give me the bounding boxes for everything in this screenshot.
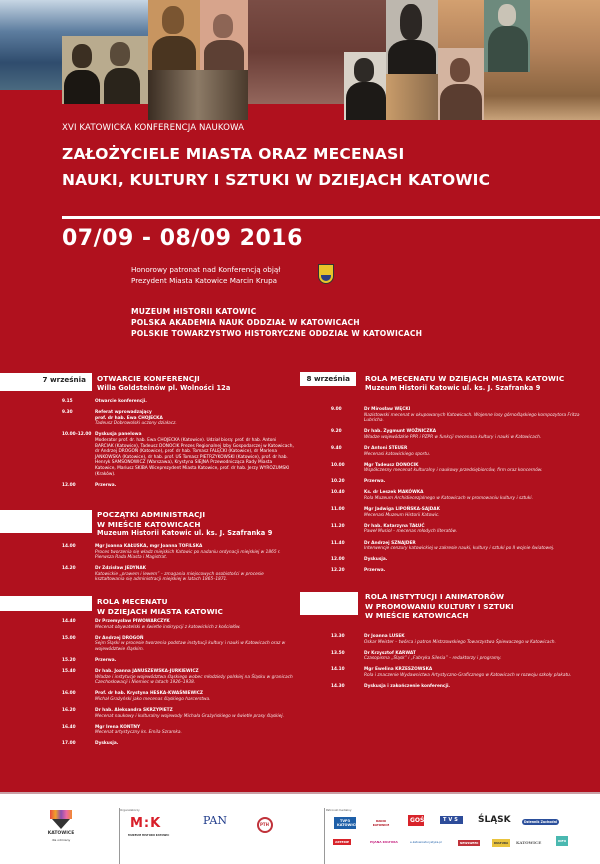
- item-speaker: Dr hab. Joanna JANUSZEWSKA-JURKIEWICZ: [95, 669, 199, 675]
- item-topic: Sejm Śląski w procesie tworzenia podstaw instytucji kultury i nauki w Katowicach oraz w województwie śląskim.: [95, 641, 286, 652]
- day1-section3-tab: [0, 596, 92, 611]
- item-title: Przerwa.: [95, 482, 117, 488]
- photo-old-man: [200, 0, 248, 70]
- item-title: Referat wprowadzający: [95, 410, 152, 416]
- item-time: 16.40: [62, 724, 76, 730]
- day1-section2-program: [62, 544, 294, 589]
- program-item: [62, 708, 294, 719]
- section-title: W MIEŚCIE KATOWICACH: [365, 611, 469, 620]
- day1-section2-header: [97, 510, 272, 539]
- katowice-tagline: dla odmiany: [51, 838, 71, 842]
- mhk-caption: MUZEUM HISTORII KATOWIC: [128, 834, 170, 837]
- item-title: Dyskusja.: [95, 741, 119, 747]
- program-item: [62, 619, 294, 630]
- item-speaker: Mgr Tadeusz DONOCIK: [364, 462, 419, 468]
- item-topic: Władze i instytucje województwa śląskiego wobec młodzieży polskiej na Śląsku w granicach Czechosłowacji i Niemiec w latach 1926–1938.: [95, 674, 293, 686]
- photo-young-man: [344, 52, 386, 120]
- section-title: POCZĄTKI ADMINISTRACJI: [97, 510, 206, 519]
- item-time: 14.40: [62, 619, 76, 624]
- item-title: Przerwa.: [364, 568, 386, 574]
- program-item: [62, 544, 294, 561]
- item-time: 15.40: [62, 669, 76, 675]
- program-item: [62, 741, 294, 747]
- item-time: 13.50: [331, 650, 345, 656]
- day1-section1-program: [62, 399, 294, 494]
- day1-section2-tab: [0, 510, 92, 533]
- item-topic: Mecenat artystyczny ks. Emila Szramka.: [95, 730, 182, 736]
- item-time: 12.20: [331, 568, 345, 574]
- item-speaker: Dr Przemysław PIWOWARCZYK: [95, 619, 170, 624]
- item-topic: Katowickie „prawem i lewem” – zmagania miejscowych osobistości w procesie kształtowania się administracji miejskiej w latach 1865–1871.: [95, 571, 264, 583]
- item-time: 10.20: [331, 479, 345, 485]
- pijana-kultura-logo: PIJANA KULTURA: [370, 840, 398, 844]
- program-item: [62, 636, 294, 653]
- item-topic: Paweł Musiol – mecenas młodych literatów.: [364, 529, 458, 535]
- item-title: Przerwa.: [95, 657, 117, 663]
- item-speaker: Ks. dr Leszek MAKÓWKA: [364, 490, 424, 496]
- item-speaker: Dr hab. Zygmunt WOŹNICZKA: [364, 429, 437, 435]
- item-time: 17.00: [62, 741, 76, 747]
- conference-dates: 07/09 - 08/09 2016: [62, 226, 303, 251]
- photo-tower-block: [386, 74, 438, 120]
- katowice-crest-icon: [318, 264, 334, 284]
- day2-section1-header: [365, 374, 564, 393]
- patronage-line-1: Honorowy patronat nad Konferencją objął: [131, 265, 281, 274]
- organizers-list: [131, 306, 422, 340]
- item-title: Dyskusja i zakończenie konferencji.: [364, 684, 451, 690]
- day2-section2-program: [331, 634, 599, 695]
- day2-section2-tab: [300, 592, 358, 615]
- pth-logo-text: PTH: [260, 822, 270, 827]
- item-time: 11.20: [331, 523, 345, 529]
- item-time: 10.00: [331, 462, 345, 468]
- mhk-logo: M:K: [130, 816, 162, 831]
- pan-logo: PAN: [203, 814, 227, 827]
- item-topic: Rola i znaczenie Wydawnictwa Artystyczno-Graficznego w Katowicach w rozwoju szkoły plakatu.: [364, 672, 572, 678]
- item-speaker: Mgr Irena KONTNY: [95, 724, 141, 730]
- item-panel-members: Moderator prof. dr. hab. Ewa CHOJECKA (Katowice). Udział biorą: prof. dr hab. Antoni BARCIAK (Katowice), Tadeusz DONOCIK Prezes Regionalnej Izby Gospodarczej w Katowicach, dr Andrzej DROGOŃ (Katowice), prof. dr hab. Tomasz FALĘCKI (Katowice), dr Marlena JANKOWSKA (Katowice), dr hab. prof. UŚ Tomasz PIETRZYKOWSKI (Katowice), prof. dr hab. Henryk SAMSONOWICZ (Warszawa), Krystyna SIEJNA Przewodnicząca Rady Miasta Katowice, Mariusz SKIBA Wiceprezydent Miasta Katowice, prof. dr hab. Jerzy WYROZUMSKI (Kraków).: [95, 437, 294, 477]
- item-topic: Czasopisma „Śląsk” i „Fabryka Silesia” – redaktorzy i programy.: [364, 656, 502, 662]
- program-item: [62, 691, 294, 702]
- patronage-line-2: Prezydent Miasta Katowice Marcin Krupa: [131, 276, 278, 285]
- tvp3-logo: TVP3 KATOWICE: [334, 817, 356, 829]
- day2-section1-program: [331, 407, 599, 579]
- item-speaker: Dr hab. Aleksandra SKRZYPIETZ: [95, 708, 173, 714]
- media-label: Patronat medialny: [326, 808, 352, 812]
- section-title: ROLA INSTYTUCJI I ANIMATORÓW: [365, 592, 505, 601]
- conference-subtitle: XVI KATOWICKA KONFERENCJA NAUKOWA: [62, 123, 245, 133]
- organizers-label: Organizatorzy: [120, 808, 140, 812]
- item-topic: Mecenasi katowickiego sportu.: [364, 451, 431, 457]
- header-photo-collage: [0, 0, 600, 120]
- item-topic: Współczesny mecenat kulturalny i naukowy przedsiębiorców, firm oraz koncernów.: [364, 468, 543, 474]
- title-line-1: ZAŁOŻYCIELE MIASTA ORAZ MECENASI: [62, 145, 405, 163]
- item-time: 11.40: [331, 540, 345, 546]
- footer-divider: [324, 808, 325, 864]
- item-speaker: Dr Andrzej SZNAJDER: [364, 540, 416, 546]
- sponsors-footer: [0, 792, 600, 864]
- item-speaker: Dr Joanna LUSEK: [364, 634, 405, 639]
- photo-street: [148, 70, 248, 120]
- photo-bearded-man: [386, 0, 438, 74]
- katowice-media-logo: KATOWICE: [516, 840, 542, 845]
- program-item: [62, 483, 294, 489]
- section-title: W MIEŚCIE KATOWICACH: [97, 519, 201, 529]
- item-speaker: Dr Antoni STEUER: [364, 445, 408, 451]
- item-topic: Proces tworzenia się władz miejskich Katowic po nadaniu ordynacji miejskiej w 1865 r. Pierwsza Rada Miasta i Magistrat.: [95, 549, 281, 561]
- item-speaker: prof. dr hab. Ewa CHOJECKA: [95, 415, 163, 421]
- program-item: [331, 429, 599, 440]
- organizer: MUZEUM HISTORII KATOWIC: [131, 307, 257, 316]
- item-speaker: Mgr Ewelina KRZESZOWSKA: [364, 667, 433, 673]
- section-title: ROLA MECENATU W DZIEJACH MIASTA KATOWIC: [365, 374, 565, 383]
- item-topic: Mecenasi Muzeum Historii Katowic.: [364, 512, 440, 518]
- item-time: 9.30: [62, 410, 73, 416]
- item-title: Dyskusja panelowa: [95, 432, 142, 438]
- item-topic: Mecenat obywatelski w świetle inskrypcji z katowickich z kościołów.: [95, 624, 241, 630]
- info-logo: INFO: [556, 836, 568, 846]
- item-time: 14.10: [331, 667, 345, 673]
- item-time: 9.20: [331, 429, 342, 435]
- item-topic: Władze wojewódzkie PPR i PZPR w funkcji mecenasa kultury i nauki w Katowicach.: [364, 434, 542, 440]
- program-item: [331, 541, 599, 552]
- program-item: [331, 446, 599, 457]
- day1-section3-program: [62, 619, 294, 753]
- photo-man-sepia: [438, 48, 484, 120]
- item-time: 9.00: [331, 407, 342, 412]
- item-topic: Interwencje cenzury katowickiej w zakresie nauki, kultury i sztuki po II wojnie światowej.: [364, 546, 555, 552]
- program-item: [331, 490, 599, 501]
- item-time: 10.40: [331, 490, 345, 496]
- program-item: [331, 507, 599, 518]
- item-speaker: Dr hab. Katarzyna TAŁUĆ: [364, 523, 425, 529]
- item-topic: Oskar Meister – twórca i patron Mistrzowskiego Towarzystwa Śpiewaczego w Katowicach.: [364, 639, 556, 645]
- program-item: [331, 463, 599, 474]
- item-time: 15.20: [62, 657, 76, 663]
- item-time: 14.00: [62, 544, 76, 549]
- item-speaker: Dr Andrzej DROGOŃ: [95, 635, 144, 641]
- section-title: W PROMOWANIU KULTURY I SZTUKI: [365, 601, 514, 611]
- item-time: 10.00–12.00: [62, 432, 92, 438]
- day1-section1-header: [97, 374, 230, 393]
- section-title: W DZIEJACH MIASTA KATOWIC: [97, 606, 224, 616]
- program-item: [62, 669, 294, 686]
- item-topic: Tadeusz Dobrowolski uczony działacz.: [95, 421, 177, 427]
- program-item: [331, 524, 599, 535]
- item-speaker: Dr Krzysztof KARWAT: [364, 650, 416, 656]
- section-location: Muzeum Historii Katowic ul. ks. J. Szafranka 9: [97, 529, 273, 537]
- program-item: [331, 479, 599, 485]
- program-item: [331, 407, 599, 424]
- day1-section3-header: [97, 597, 223, 616]
- item-title: Otwarcie konferencji.: [95, 399, 147, 404]
- arterie-logo: ARTERIE: [335, 840, 350, 844]
- honorary-patronage: [131, 264, 280, 286]
- day1-tab: 7 września: [0, 373, 92, 391]
- kultura-logo: KULTURA: [494, 841, 509, 845]
- program-item: [62, 432, 294, 477]
- dziennik-zachodni-logo: Dziennik Zachodni: [524, 820, 558, 824]
- organizer: POLSKA AKADEMIA NAUK ODDZIAŁ W KATOWICACH: [131, 318, 360, 328]
- tvs-logo: TVS: [440, 816, 463, 824]
- program-item: [62, 566, 294, 583]
- item-time: 9.15: [62, 399, 73, 404]
- program-item: [331, 568, 599, 574]
- item-speaker: Prof. dr hab. Krystyna HESKA-KWAŚNIEWICZ: [95, 691, 204, 697]
- program-item: [62, 399, 294, 405]
- katowice-logo: [50, 810, 72, 830]
- katowice-logo-text: KATOWICE: [47, 831, 75, 836]
- item-speaker: Dr Zdzisław JEDYNAK: [95, 566, 147, 572]
- item-time: 15.00: [62, 635, 76, 641]
- program-item: [331, 557, 599, 563]
- title-divider: [62, 216, 600, 219]
- program-item: [62, 658, 294, 664]
- newsweek-logo: NEWSWEEK: [460, 841, 479, 845]
- item-time: 16.00: [62, 691, 76, 697]
- item-time: 11.00: [331, 507, 345, 513]
- program-item: [331, 684, 599, 690]
- section-location: Willa Goldsteinów pl. Wolności 12a: [97, 383, 231, 392]
- conference-title: [62, 141, 490, 193]
- item-time: 12.00: [62, 482, 76, 488]
- program-item: [62, 725, 294, 736]
- item-time: 14.20: [62, 566, 76, 572]
- day2-tab: 8 września: [300, 372, 356, 386]
- item-topic: Michał Grażyński jako mecenas śląskiego harcerstwa.: [95, 696, 211, 702]
- program-item: [62, 410, 294, 427]
- photo-seated-man: [484, 0, 530, 72]
- footer-divider: [119, 808, 120, 864]
- item-speaker: Mgr Jadwiga LIPOŃSKA-SAJDAK: [364, 507, 440, 513]
- item-time: 16.20: [62, 708, 76, 714]
- photo-two-men: [62, 36, 148, 104]
- item-topic: Nazistowski mecenat w okupowanych Katowicach. Wojenne losy górnośląskiego kompozytora Fritza Lubricha.: [364, 412, 580, 424]
- item-speaker: Dr Mirosław WĘCKI: [364, 407, 411, 412]
- program-item: [331, 651, 599, 662]
- organizer: POLSKIE TOWARZYSTWO HISTORYCZNE ODDZIAŁ W KATOWICACH: [131, 329, 423, 339]
- section-title: ROLA MECENATU: [97, 597, 168, 606]
- program-item: [331, 634, 599, 645]
- item-time: 12.00: [331, 557, 345, 563]
- item-time: 9.40: [331, 445, 342, 451]
- section-location: Muzeum Historii Katowic ul. ks. J. Szafranka 9: [365, 383, 541, 392]
- slask-logo: ŚLĄSK: [478, 815, 511, 825]
- item-topic: Mecenat naukowy i kulturalny wojewody Michała Grażyńskiego w świetle prasy śląskiej.: [95, 713, 284, 719]
- e-katowice-logo: e-katowiceturystyka.pl: [410, 840, 442, 844]
- item-title: Dyskusja.: [364, 557, 388, 563]
- section-title: OTWARCIE KONFERENCJI: [97, 374, 200, 383]
- item-time: 14.30: [331, 684, 345, 690]
- item-title: Przerwa.: [364, 479, 386, 485]
- radio-katowice-logo: RADIO KATOWICE: [372, 819, 390, 827]
- title-line-2: NAUKI, KULTURY I SZTUKI W DZIEJACH KATOWIC: [62, 171, 491, 189]
- item-topic: Rola Muzeum Archidiecezjalnego w Katowicach w promowaniu kultury i sztuki.: [364, 496, 533, 502]
- item-time: 13.30: [331, 634, 345, 639]
- gosc-logo: GOŚĆ: [410, 817, 429, 824]
- program-item: [331, 667, 599, 678]
- item-speaker: Mgr Joanna KAŁUSKA, mgr Joanna TOFILSKA: [95, 544, 203, 549]
- photo-priest: [148, 0, 200, 70]
- day2-section2-header: [365, 592, 514, 621]
